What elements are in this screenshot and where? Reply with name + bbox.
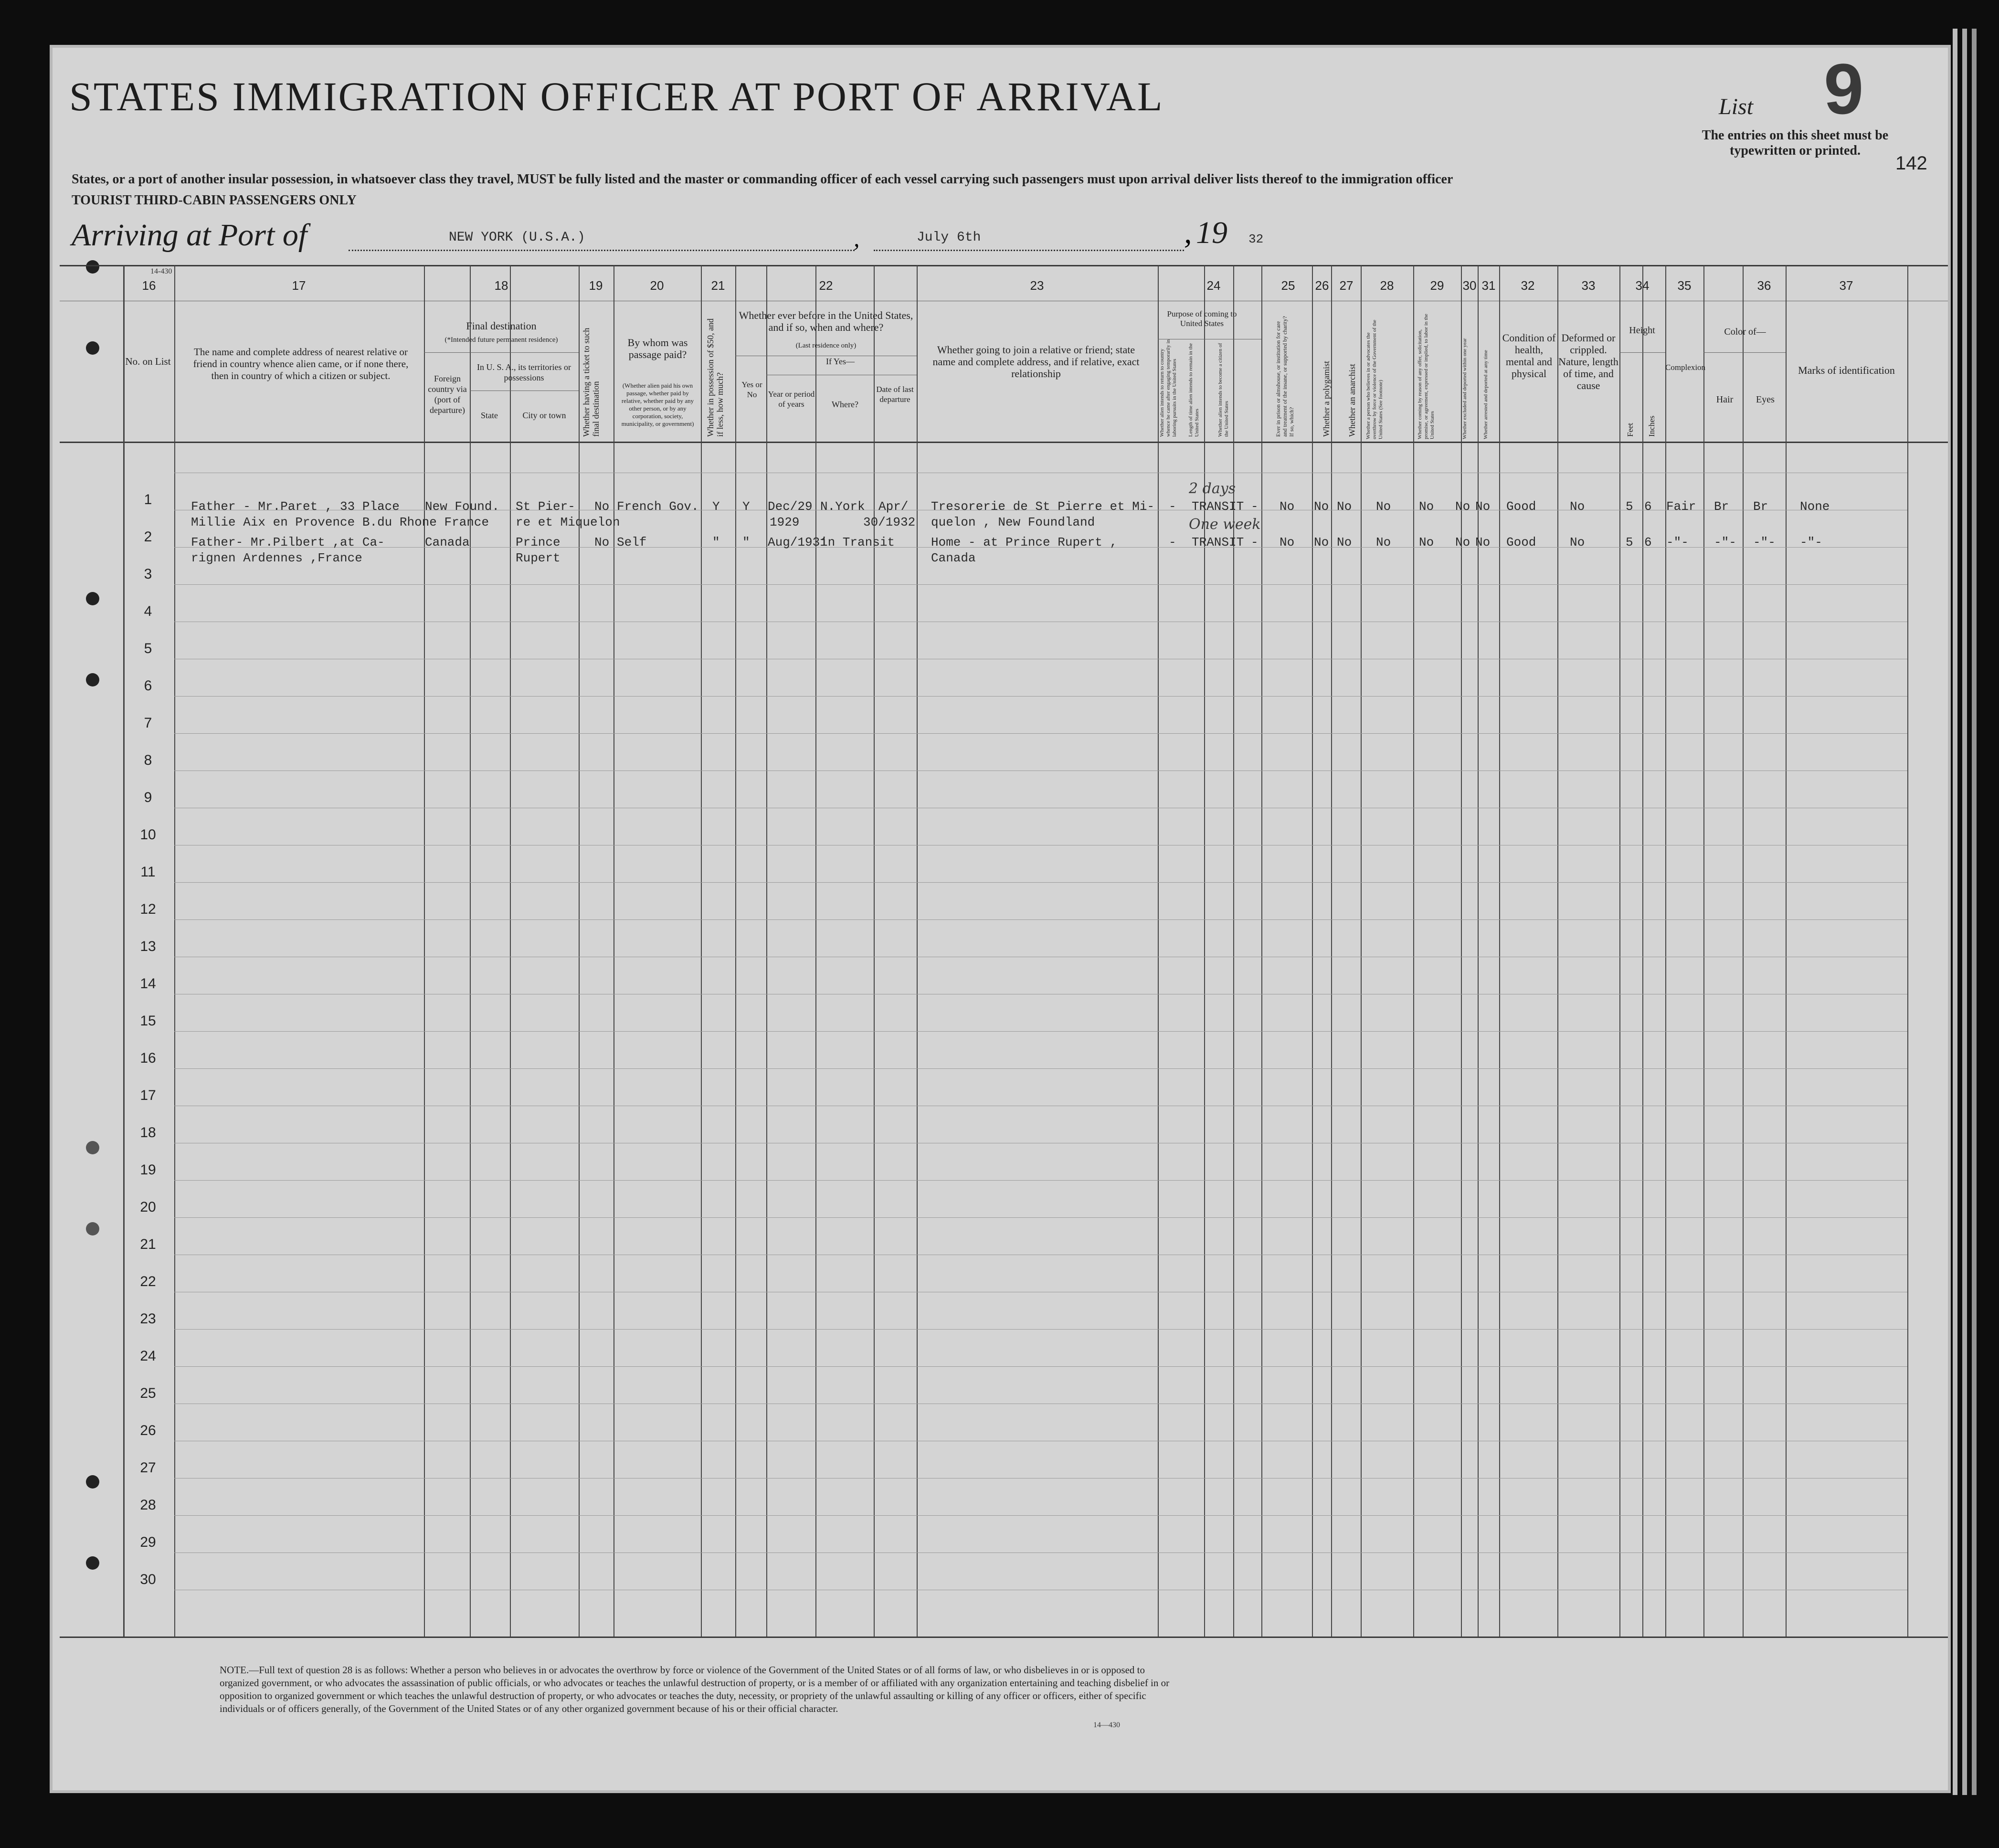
row-number: 25 bbox=[140, 1385, 156, 1401]
port-line bbox=[349, 250, 855, 251]
row-number: 26 bbox=[140, 1423, 156, 1438]
row-number: 8 bbox=[144, 752, 152, 768]
row-number: 12 bbox=[140, 901, 156, 917]
entry-foreign-country: New Found. bbox=[425, 499, 500, 514]
entry-overthrow: No bbox=[1376, 499, 1391, 514]
column-rule bbox=[174, 265, 175, 1637]
header-length-of-stay: Length of time alien intends to remain in the United States bbox=[1188, 343, 1200, 437]
entry-join-line2: Canada bbox=[931, 551, 976, 565]
column-number: 31 bbox=[1481, 278, 1496, 293]
entry-where: in Transit bbox=[820, 535, 895, 549]
table-bottom-rule bbox=[60, 1637, 1948, 1638]
header-last-departure: Date of last departure bbox=[876, 385, 914, 404]
form-title: STATES IMMIGRATION OFFICER AT PORT OF ARRIVAL bbox=[69, 74, 1164, 119]
column-rule bbox=[917, 265, 918, 1637]
header-passage-paid: By whom was passage paid? bbox=[627, 337, 688, 360]
punch-hole bbox=[86, 1556, 99, 1570]
column-number: 27 bbox=[1339, 278, 1354, 293]
row-number: 28 bbox=[140, 1497, 156, 1513]
column-number: 21 bbox=[711, 278, 725, 293]
row-rule bbox=[174, 919, 1907, 920]
row-number: 19 bbox=[140, 1162, 156, 1178]
column-rule bbox=[815, 265, 816, 1637]
header-arrested: Whether arrested and deported at any time bbox=[1483, 350, 1489, 439]
column-rule bbox=[1703, 265, 1704, 1637]
row-rule bbox=[174, 1031, 1907, 1032]
entry-relative-line2: rignen Ardennes ,France bbox=[191, 551, 362, 565]
column-number: 18 bbox=[494, 278, 508, 293]
entry-before-us: Y bbox=[742, 499, 750, 514]
entry-anarchist: No bbox=[1337, 499, 1352, 514]
column-number: 24 bbox=[1206, 278, 1221, 293]
punch-hole bbox=[86, 260, 99, 274]
manifest-sheet bbox=[53, 48, 1948, 1790]
row-number: 1 bbox=[144, 492, 152, 507]
column-rule bbox=[1158, 265, 1159, 1637]
row-number: 16 bbox=[140, 1050, 156, 1066]
row-rule bbox=[174, 882, 1907, 883]
header-money: Whether in possession of $50, and if less, how much? bbox=[706, 318, 725, 437]
typewritten-notice: The entries on this sheet must be typewritten or printed. bbox=[1702, 128, 1889, 158]
header-overthrow: Whether a person who believes in or advocates the overthrow by force or violence of the Government of the United States (See footnote) bbox=[1365, 319, 1384, 439]
header-in-usa: In U. S. A., its territories or possessions bbox=[477, 362, 571, 382]
header-polygamist: Whether a polygamist bbox=[1322, 361, 1331, 437]
entry-length-of-stay-handwritten: One week bbox=[1189, 516, 1261, 533]
entry-purpose-dash: - bbox=[1169, 499, 1176, 514]
header-join-relative: Whether going to join a relative or friend; state name and complete address, and if relative, exact relationship bbox=[932, 344, 1140, 380]
row-number: 21 bbox=[140, 1236, 156, 1252]
column-rule bbox=[1361, 265, 1362, 1637]
column-rule bbox=[1331, 265, 1332, 1637]
header-marks: Marks of identification bbox=[1798, 364, 1895, 376]
entry-purpose-dash: - bbox=[1169, 535, 1176, 549]
entry-marks: -"- bbox=[1800, 535, 1822, 549]
row-rule bbox=[174, 1329, 1907, 1330]
row-number: 30 bbox=[140, 1572, 156, 1587]
row-number: 24 bbox=[140, 1348, 156, 1364]
entry-polygamist: No bbox=[1314, 535, 1329, 549]
entry-years-line1: Dec/29 bbox=[768, 499, 813, 514]
year-prefix: 19 bbox=[1196, 215, 1227, 250]
column-number: 23 bbox=[1030, 278, 1044, 293]
header-deformed: Deformed or crippled. Nature, length of time, and cause bbox=[1558, 332, 1618, 391]
column-rule bbox=[1261, 265, 1262, 1637]
column-number: 33 bbox=[1581, 278, 1596, 293]
header-before-us-note: (Last residence only) bbox=[795, 342, 857, 349]
punch-hole bbox=[86, 673, 99, 686]
form-number: 14-430 bbox=[150, 267, 172, 275]
row-number: 15 bbox=[140, 1013, 156, 1029]
column-rule bbox=[874, 265, 875, 1637]
entry-overthrow: No bbox=[1376, 535, 1391, 549]
header-before-us: Whether ever before in the United States, and if so, when and where? bbox=[739, 309, 913, 333]
entry-where: N.York bbox=[820, 499, 865, 514]
column-rule bbox=[613, 265, 614, 1637]
column-number: 35 bbox=[1677, 278, 1692, 293]
header-no-on-list: No. on List bbox=[125, 356, 171, 367]
subheader-rule bbox=[424, 352, 579, 353]
entry-deformed: No bbox=[1570, 499, 1585, 514]
header-return-intent: Whether alien intends to return to country whence he came after engaging temporarily in laboring pursuits in the United States bbox=[1159, 339, 1177, 437]
footnote-question-28: NOTE.—Full text of question 28 is as follows: Whether a person who believes in or advocates the overthrow by force or violence of the Government of the United States or of all forms of law, or who disbelieves in or is opposed to organized government, or who advocates the assassination of public officials, or who advocates or teaches the unlawful destruction of property, or is a member of or affiliated with any organization entertaining and teaching disbelief in or opposition to organized government or which teaches the unlawful destruction of property, or who advocates or teaches the duty, necessity, or propriety of the unlawful assaulting or killing of any officer or officers, either of specific individuals or of officers generally, of the Government of the United States or of any other organized government because of his or their official character. bbox=[220, 1664, 1170, 1714]
row-rule bbox=[174, 1552, 1907, 1553]
column-rule bbox=[1233, 265, 1234, 1637]
entry-hair: Br bbox=[1714, 499, 1729, 514]
column-rule bbox=[424, 265, 425, 1637]
header-eyes: Eyes bbox=[1756, 394, 1775, 405]
form-subtitle: States, or a port of another insular possession, in whatsoever class they travel, MUST be fully listed and the master or commanding officer of each vessel carrying such passengers must upon arrival deliver lists thereof to the immigration officer bbox=[72, 172, 1453, 187]
arriving-label: Arriving at Port of bbox=[72, 218, 307, 253]
year-suffix: 32 bbox=[1248, 232, 1264, 246]
column-number: 36 bbox=[1757, 278, 1771, 293]
header-feet: Feet bbox=[1626, 422, 1635, 437]
entry-eyes: Br bbox=[1753, 499, 1768, 514]
entry-arrested: No bbox=[1475, 499, 1491, 514]
entry-feet: 5 bbox=[1626, 535, 1633, 549]
entry-purpose-dash2: - bbox=[1251, 499, 1259, 514]
header-where: Where? bbox=[832, 400, 858, 409]
entry-passage-paid: Self bbox=[617, 535, 647, 549]
column-number: 20 bbox=[650, 278, 664, 293]
entry-ticket: No bbox=[594, 499, 610, 514]
entry-join-line2: quelon , New Foundland bbox=[931, 515, 1095, 529]
port-of-arrival: NEW YORK (U.S.A.) bbox=[449, 230, 585, 245]
column-rule bbox=[1461, 265, 1462, 1637]
row-number: 10 bbox=[140, 827, 156, 843]
row-number: 9 bbox=[144, 790, 152, 805]
column-rule bbox=[735, 265, 736, 1637]
entry-money: Y bbox=[712, 499, 720, 514]
row-rule bbox=[174, 1068, 1907, 1069]
header-passage-note: (Whether alien paid his own passage, whether paid by relative, whether paid by any other person, or by any corporation, society, municipality, or government) bbox=[621, 382, 694, 427]
row-rule bbox=[174, 1366, 1907, 1367]
entry-money: " bbox=[712, 535, 720, 549]
column-rule bbox=[1557, 265, 1558, 1637]
footnote-form-number: 14—430 bbox=[1093, 1721, 1120, 1729]
entry-complexion: Fair bbox=[1666, 499, 1696, 514]
column-number: 32 bbox=[1521, 278, 1535, 293]
passenger-class-line: TOURIST THIRD-CABIN PASSENGERS ONLY bbox=[72, 193, 357, 208]
column-rule bbox=[1907, 265, 1908, 1637]
entry-purpose: TRANSIT bbox=[1192, 535, 1244, 549]
header-hair: Hair bbox=[1716, 394, 1734, 405]
row-number: 2 bbox=[144, 529, 152, 545]
column-rule bbox=[1478, 265, 1479, 1637]
entry-city-line1: Prince bbox=[516, 535, 561, 549]
row-number: 20 bbox=[140, 1199, 156, 1215]
row-number: 23 bbox=[140, 1311, 156, 1327]
column-rule bbox=[1204, 265, 1205, 1637]
entry-relative-line1: Father - Mr.Paret , 33 Place bbox=[191, 499, 400, 514]
header-height: Height bbox=[1629, 325, 1655, 336]
column-number: 19 bbox=[589, 278, 603, 293]
row-number: 17 bbox=[140, 1088, 156, 1103]
header-excluded: Whether excluded and deported within one year bbox=[1462, 338, 1468, 439]
entry-inches: 6 bbox=[1644, 535, 1652, 549]
header-inches: Inches bbox=[1647, 415, 1656, 437]
punch-hole bbox=[86, 1222, 99, 1236]
entry-join-line1: Tresorerie de St Pierre et Mi- bbox=[931, 499, 1155, 514]
entry-foreign-country: Canada bbox=[425, 535, 470, 549]
list-label: List bbox=[1719, 94, 1754, 119]
header-purpose: Purpose of coming to United States bbox=[1167, 309, 1237, 328]
entry-join-line1: Home - at Prince Rupert , bbox=[931, 535, 1118, 549]
entry-deformed: No bbox=[1570, 535, 1585, 549]
entry-arrested: No bbox=[1475, 535, 1491, 549]
header-yes-no: Yes or No bbox=[741, 380, 762, 399]
list-number: 9 bbox=[1824, 49, 1864, 129]
column-number: 16 bbox=[142, 278, 156, 293]
punch-hole bbox=[86, 592, 99, 605]
row-rule bbox=[174, 733, 1907, 734]
row-number: 3 bbox=[144, 566, 152, 582]
row-number: 6 bbox=[144, 678, 152, 694]
entry-excluded: No bbox=[1455, 535, 1470, 549]
header-year-period: Year or period of years bbox=[768, 390, 815, 409]
header-color-of: Color of— bbox=[1724, 327, 1766, 337]
row-number: 14 bbox=[140, 976, 156, 992]
row-number: 7 bbox=[144, 715, 152, 731]
header-prison: Ever in prison or almshouse, or institution for care and treatment of the insane, or supported by charity? If so, which? bbox=[1275, 316, 1295, 437]
entry-polygamist: No bbox=[1314, 499, 1329, 514]
column-rule bbox=[1499, 265, 1500, 1637]
arrival-date: July 6th bbox=[917, 230, 981, 245]
column-rule bbox=[470, 265, 471, 1637]
header-if-yes: If Yes— bbox=[825, 357, 855, 366]
column-rule bbox=[1413, 265, 1414, 1637]
header-final-destination: Final destination bbox=[466, 320, 537, 332]
subheader-rule bbox=[1619, 352, 1665, 353]
column-number: 37 bbox=[1839, 278, 1853, 293]
column-rule bbox=[579, 265, 580, 1637]
column-number: 29 bbox=[1430, 278, 1444, 293]
column-number: 17 bbox=[292, 278, 306, 293]
header-final-destination-note: (*Intended future permanent residence) bbox=[444, 336, 558, 344]
header-health: Condition of health, mental and physical bbox=[1502, 332, 1556, 380]
column-number: 34 bbox=[1635, 278, 1650, 293]
entry-inches: 6 bbox=[1644, 499, 1652, 514]
row-number: 11 bbox=[140, 864, 156, 880]
entry-excluded: No bbox=[1455, 499, 1470, 514]
column-number: 28 bbox=[1380, 278, 1394, 293]
header-ticket: Whether having a ticket to such final destination bbox=[582, 327, 601, 437]
row-number: 4 bbox=[144, 603, 152, 619]
column-rule bbox=[1743, 265, 1744, 1637]
entry-marks: None bbox=[1800, 499, 1830, 514]
entry-feet: 5 bbox=[1626, 499, 1633, 514]
column-number: 25 bbox=[1281, 278, 1295, 293]
entry-passage-paid: French Gov. bbox=[617, 499, 699, 514]
entry-health: Good bbox=[1506, 535, 1536, 549]
entry-last-departure-line1: Apr/ bbox=[878, 499, 909, 514]
column-number: 30 bbox=[1462, 278, 1477, 293]
header-citizenship-intent: Whether alien intends to become a citizen of the United States bbox=[1217, 343, 1229, 437]
entry-eyes: -"- bbox=[1753, 535, 1776, 549]
header-city: City or town bbox=[522, 411, 566, 420]
column-rule bbox=[1619, 265, 1620, 1637]
entry-city-line2: Rupert bbox=[516, 551, 561, 565]
row-number: 29 bbox=[140, 1534, 156, 1550]
page-number: 142 bbox=[1895, 153, 1927, 174]
row-number: 27 bbox=[140, 1460, 156, 1476]
punch-hole bbox=[86, 1141, 99, 1154]
header-foreign-country: Foreign country via (port of departure) bbox=[428, 374, 467, 415]
row-number: 5 bbox=[144, 641, 152, 656]
entry-length-of-stay-handwritten: 2 days bbox=[1189, 480, 1236, 497]
column-rule bbox=[766, 265, 767, 1637]
row-number: 18 bbox=[140, 1125, 156, 1140]
row-rule bbox=[174, 584, 1907, 585]
entry-ticket: No bbox=[594, 535, 610, 549]
entry-purpose: TRANSIT bbox=[1192, 499, 1244, 514]
column-rule bbox=[1642, 265, 1643, 1637]
row-rule bbox=[174, 1217, 1907, 1218]
entry-offer: No bbox=[1419, 499, 1434, 514]
entry-complexion: -"- bbox=[1666, 535, 1689, 549]
row-number: 22 bbox=[140, 1274, 156, 1289]
entry-before-us: " bbox=[742, 535, 750, 549]
column-rule bbox=[1312, 265, 1313, 1637]
subheader-rule bbox=[1703, 352, 1786, 353]
column-rule bbox=[1665, 265, 1666, 1637]
entry-prison: No bbox=[1280, 535, 1295, 549]
entry-last-departure-line2: 30/1932 bbox=[863, 515, 916, 529]
header-labor-offer: Whether coming by reason of any offer, solicitation, promise, or agreement, expressed or implied, to labor in the United States bbox=[1417, 314, 1435, 439]
entry-city-line2: re et Miquelon bbox=[516, 515, 620, 529]
column-number: 26 bbox=[1315, 278, 1329, 293]
entry-years-line1: Aug/1931 bbox=[768, 535, 827, 549]
punch-hole bbox=[86, 1475, 99, 1489]
entry-prison: No bbox=[1280, 499, 1295, 514]
column-number: 22 bbox=[819, 278, 833, 293]
entry-city-line1: St Pier- bbox=[516, 499, 575, 514]
row-number: 13 bbox=[140, 939, 156, 954]
entry-health: Good bbox=[1506, 499, 1536, 514]
date-line bbox=[874, 250, 1184, 251]
punch-hole bbox=[86, 341, 99, 355]
entry-offer: No bbox=[1419, 535, 1434, 549]
entry-relative-line1: Father- Mr.Pilbert ,at Ca- bbox=[191, 535, 385, 549]
entry-purpose-dash2: - bbox=[1251, 535, 1259, 549]
column-rule bbox=[1786, 265, 1787, 1637]
entry-years-line2: 1929 bbox=[770, 515, 800, 529]
header-relative-address: The name and complete address of nearest relative or friend in country whence alien came, or if none there, then in country of which a citizen or subject. bbox=[193, 346, 409, 381]
row-rule bbox=[174, 1515, 1907, 1516]
header-complexion: Complexion bbox=[1665, 363, 1706, 372]
table-top-rule bbox=[60, 265, 1948, 266]
row-rule bbox=[174, 696, 1907, 697]
row-rule bbox=[174, 1180, 1907, 1181]
entry-anarchist: No bbox=[1337, 535, 1352, 549]
column-rule bbox=[701, 265, 702, 1637]
column-rule bbox=[510, 265, 511, 1637]
header-bottom-rule bbox=[60, 442, 1948, 443]
entry-relative-line2: Millie Aix en Provence B.du Rhone France bbox=[191, 515, 489, 529]
header-state: State bbox=[481, 411, 498, 420]
entry-hair: -"- bbox=[1714, 535, 1736, 549]
header-anarchist: Whether an anarchist bbox=[1347, 364, 1357, 437]
